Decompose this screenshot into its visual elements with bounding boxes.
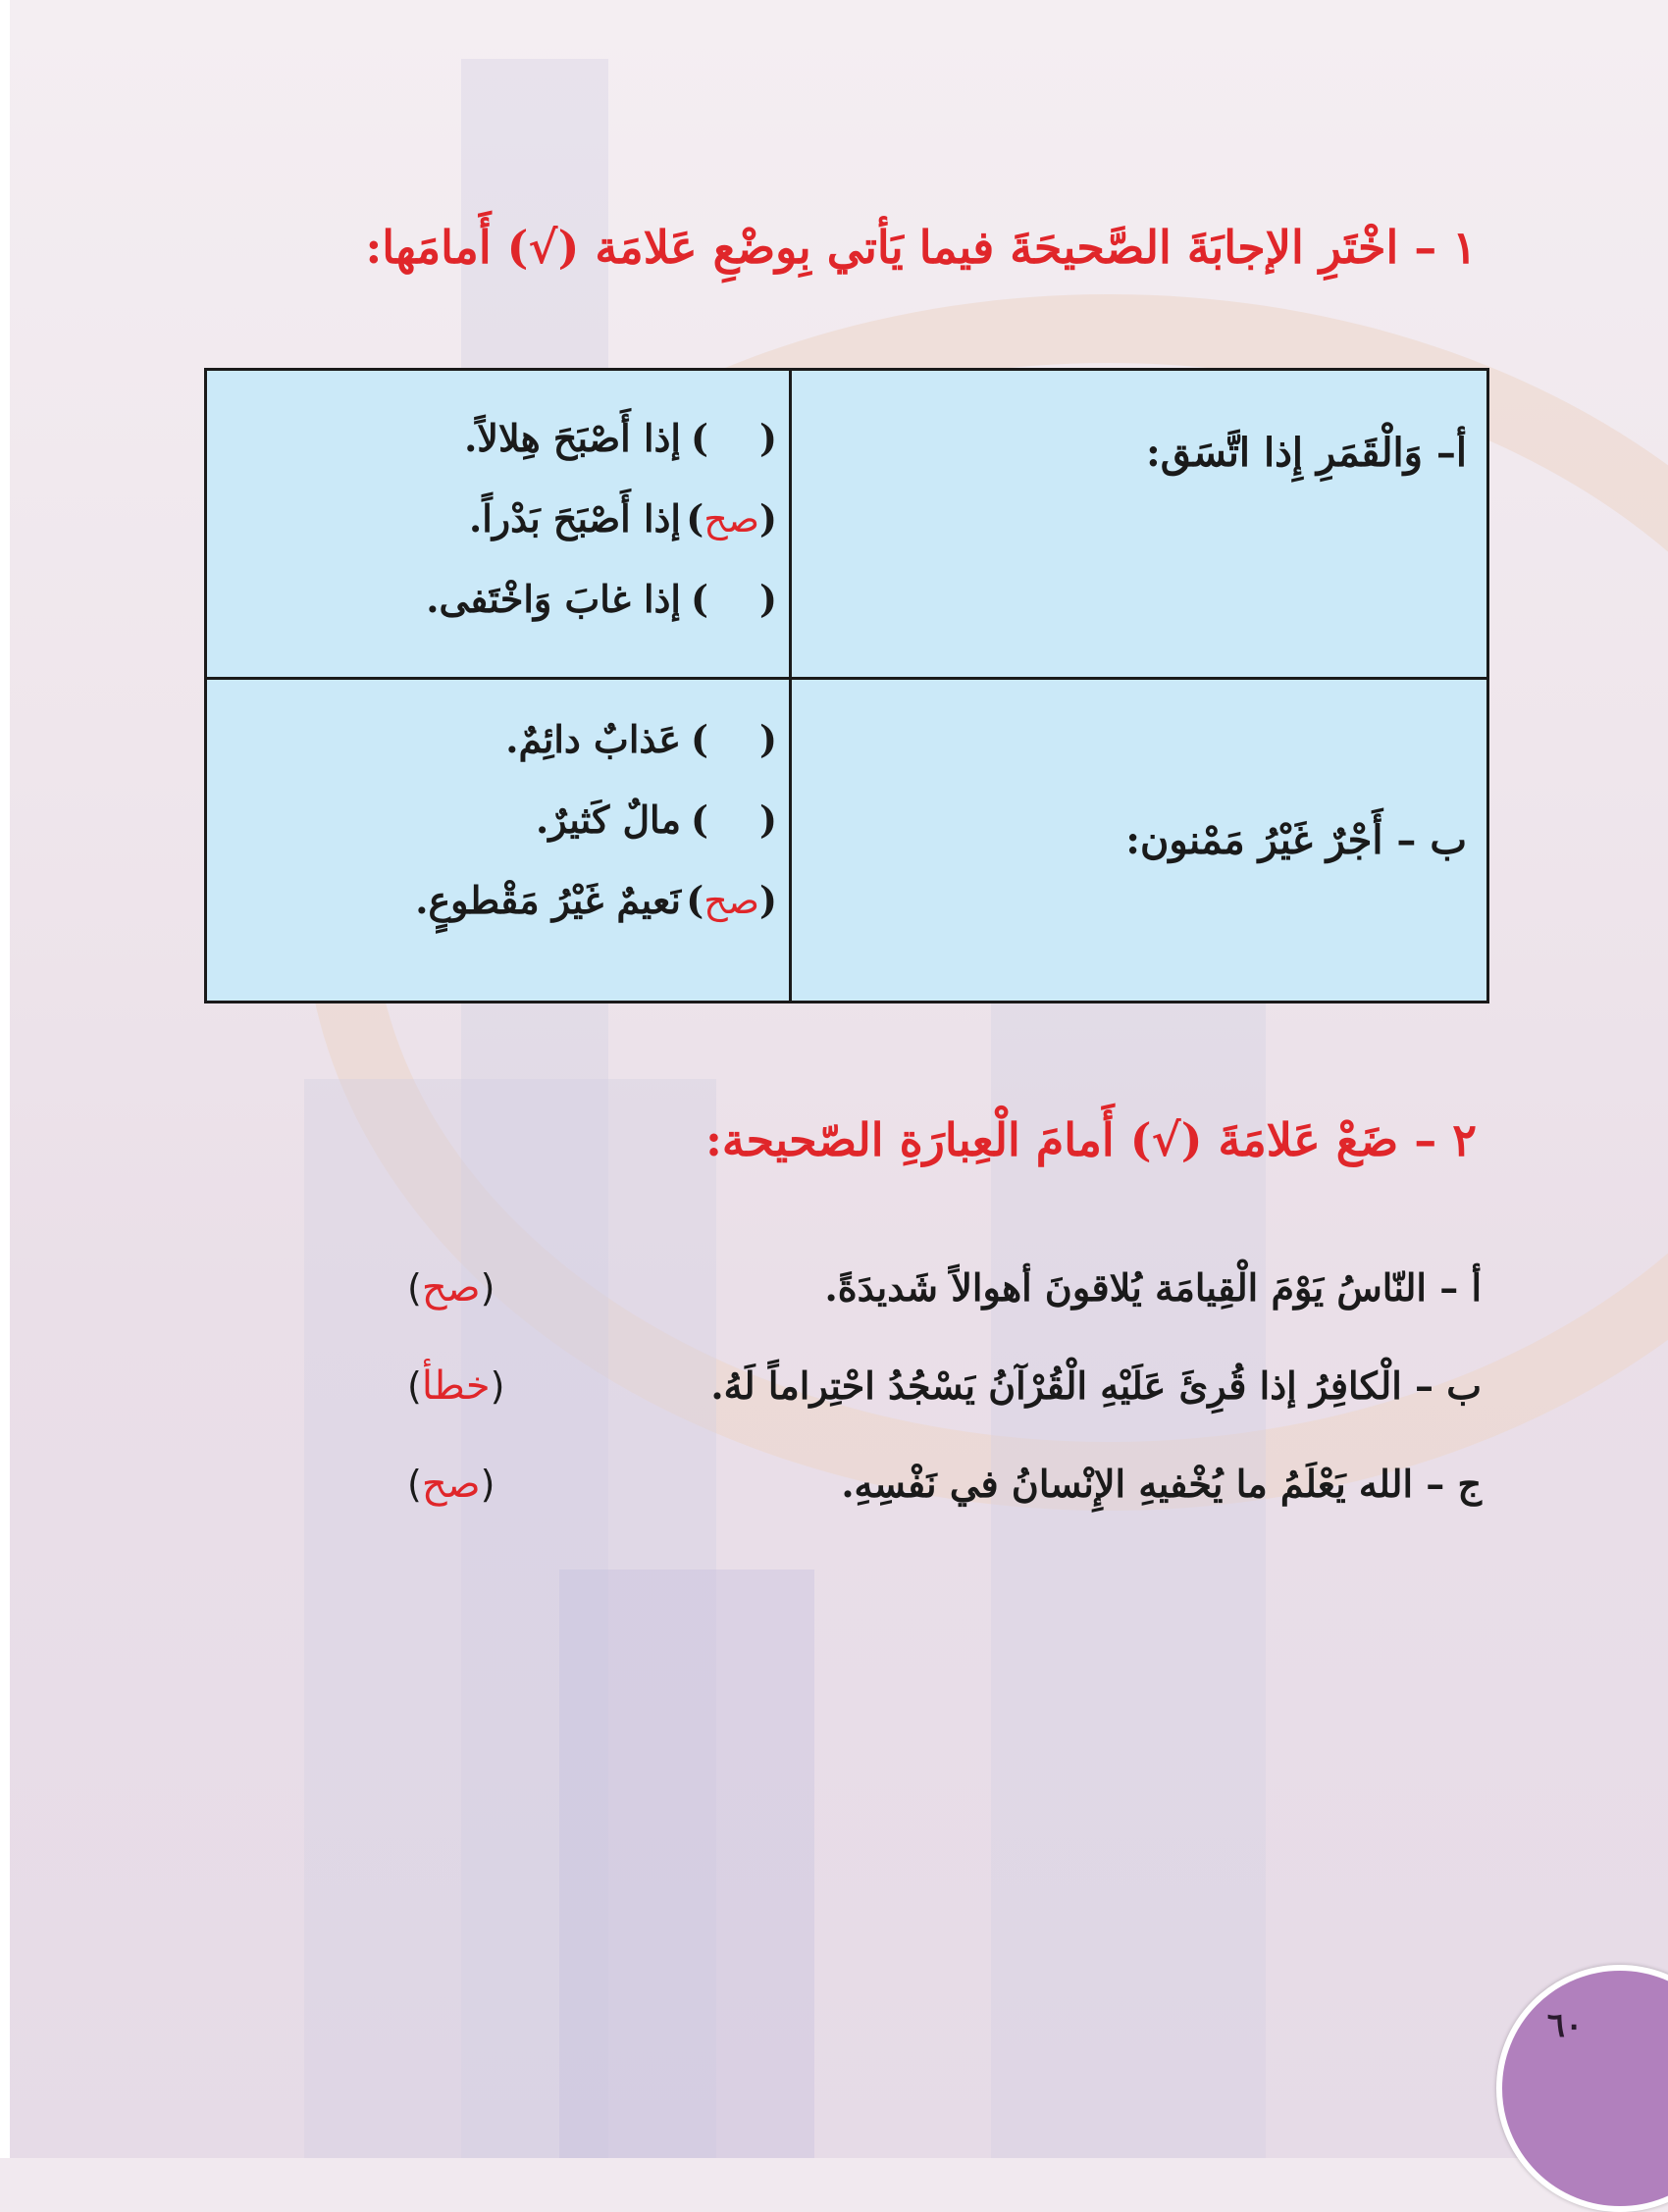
correct-mark: صح bbox=[421, 1462, 481, 1507]
background-illustration bbox=[10, 0, 1668, 2158]
statement-a: أ – النّاسُ يَوْمَ الْقِيامَة يُلاقونَ أهوالاً شَديدَةً. bbox=[824, 1265, 1482, 1310]
correct-mark: صح bbox=[704, 497, 760, 540]
statement-c-answer[interactable]: ( صح ) bbox=[407, 1462, 495, 1507]
answer-box: ( صح ) bbox=[691, 479, 777, 559]
statement-b-answer[interactable]: ( خطأ ) bbox=[407, 1363, 505, 1409]
exercise-2-title: ٢ – ضَعْ عَلامَةَ (√) أَمامَ الْعِبارَةِ الصّحيحة: bbox=[704, 1113, 1477, 1166]
correct-mark: صح bbox=[704, 879, 760, 922]
exercise-1-title: ١ – اخْتَرِ الإجابَةَ الصَّحيحَةَ فيما يَأتي بِوضْعِ عَلامَة (√) أَمامَها: bbox=[365, 221, 1477, 274]
statement-b: ب – الْكافِرُ إذا قُرِئَ عَلَيْهِ الْقُرْآنُ يَسْجُدُ احْتِراماً لَهُ. bbox=[710, 1363, 1482, 1408]
answer-box: ( ) bbox=[691, 797, 777, 842]
statement-a-answer[interactable]: ( صح ) bbox=[407, 1265, 495, 1311]
answer-box: ( ) bbox=[691, 416, 777, 460]
option-b2[interactable]: ( ) مالٌ كَثيرٌ. bbox=[415, 780, 777, 860]
answer-box: ( ) bbox=[691, 577, 777, 621]
option-a2[interactable]: ( صح ) إذا أَصْبَحَ بَدْراً. bbox=[426, 479, 777, 559]
correct-mark: صح bbox=[421, 1265, 481, 1311]
question-a-options-cell bbox=[206, 370, 791, 679]
wrong-mark: خطأ bbox=[421, 1363, 491, 1409]
page-edge bbox=[0, 0, 10, 2158]
question-b-options-cell bbox=[206, 679, 791, 1003]
statement-c: ج – الله يَعْلَمُ ما يُخْفيهِ الإِنْسانُ في نَفْسِهِ. bbox=[841, 1462, 1482, 1506]
answer-box: ( صح ) bbox=[691, 860, 777, 941]
option-b3[interactable]: ( صح ) نَعيمٌ غَيْرُ مَقْطوعٍ. bbox=[415, 860, 777, 941]
option-a3[interactable]: ( ) إذا غابَ وَاخْتَفى. bbox=[426, 559, 777, 640]
question-b-stem-cell bbox=[791, 679, 1488, 1003]
page-number: ٦٠ bbox=[1546, 2006, 1584, 2045]
option-a1[interactable]: ( ) إذا أَصْبَحَ هِلالاً. bbox=[426, 398, 777, 479]
exercise-1-table bbox=[204, 368, 1489, 1003]
question-a-stem-cell bbox=[791, 370, 1488, 679]
answer-box: ( ) bbox=[691, 717, 777, 761]
question-b-stem: ب – أَجْرٌ غَيْرُ مَمْنون: bbox=[1125, 817, 1467, 863]
question-a-stem: أ– وَالْقَمَرِ إِذا اتَّسَق: bbox=[1145, 430, 1467, 476]
option-b1[interactable]: ( ) عَذابٌ دائِمٌ. bbox=[415, 699, 777, 780]
